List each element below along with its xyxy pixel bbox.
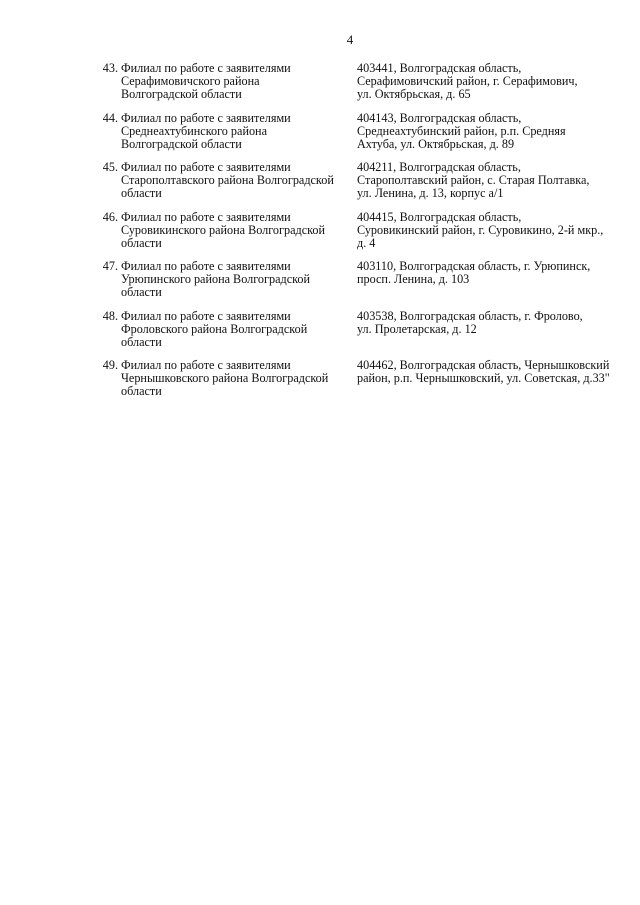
item-number: 47. [102,259,118,273]
address-line: ул. Пролетарская, д. 12 [357,321,477,336]
branch-name-line: Филиал по работе с заявителями [121,308,291,323]
item-number: 44. [102,110,118,125]
branch-name-line: Фроловского района Волгоградской [121,321,308,336]
item-number: 45. [102,160,118,174]
list-item-49 [88,359,640,409]
branch-address [357,211,640,251]
branch-name [121,112,356,152]
branch-name-line: Филиал по работе с заявителями [121,259,291,273]
address-line: 404415, Волгоградская область, [357,209,522,224]
branch-name-line: Урюпинского района Волгоградской [121,272,311,287]
address-line: 404462, Волгоградская область, Чернышковский [357,358,610,372]
branch-name-line: области [121,235,162,250]
address-line: 403538, Волгоградская область, г. Фролово, [357,308,583,323]
branch-address [357,161,640,201]
branch-name [121,161,356,201]
address-line: Старополтавский район, с. Старая Полтавка, [357,173,590,188]
address-line: Ахтуба, ул. Октябрьская, д. 89 [357,136,515,151]
branch-address [357,260,640,286]
item-number: 46. [102,209,118,224]
page-number: 4 [346,32,354,47]
list-item-47 [88,260,640,310]
branch-name-line: Среднеахтубинского района [121,123,267,138]
branch-name-line: области [121,186,162,201]
branch-address [357,112,640,152]
address-line: ул. Октябрьская, д. 65 [357,87,471,102]
address-line: Суровикинский район, г. Суровикино, 2-й мкр., [357,222,604,237]
branch-name [121,211,356,251]
item-number: 48. [102,308,118,323]
branch-name-line: Серафимовичского района [121,74,260,89]
list-item-46 [88,211,640,261]
branch-address [357,310,640,336]
branch-list [88,62,640,409]
address-line: 403110, Волгоградская область, г. Урюпинск, [357,259,591,273]
address-line: д. 4 [357,235,376,250]
branch-name-line: области [121,334,162,349]
list-item-45 [88,161,640,211]
list-item-48 [88,310,640,360]
branch-name-line: области [121,384,162,399]
address-line: район, р.п. Чернышковский, ул. Советская, д.33" [357,371,610,386]
branch-name-line: Филиал по работе с заявителями [121,61,291,75]
branch-name-line: Филиал по работе с заявителями [121,110,291,125]
address-line: ул. Ленина, д. 13, корпус а/1 [357,186,504,201]
branch-name-line: Волгоградской области [121,87,242,102]
address-line: Серафимовичский район, г. Серафимович, [357,74,578,89]
branch-name-line: Старополтавского района Волгоградской [121,173,334,188]
list-item-44 [88,112,640,162]
branch-name-line: Чернышковского района Волгоградской [121,371,329,386]
branch-name-line: области [121,285,162,300]
branch-name-line: Суровикинского района Волгоградской [121,222,326,237]
address-line: 403441, Волгоградская область, [357,61,522,75]
branch-name-line: Волгоградской области [121,136,242,151]
branch-name [121,359,356,399]
branch-name-line: Филиал по работе с заявителями [121,209,291,224]
branch-address [357,62,640,102]
branch-name-line: Филиал по работе с заявителями [121,160,291,174]
branch-name [121,310,356,350]
branch-name [121,62,356,102]
branch-name-line: Филиал по работе с заявителями [121,358,291,372]
list-item-43 [88,62,640,112]
address-line: 404211, Волгоградская область, [357,160,521,174]
address-line: просп. Ленина, д. 103 [357,272,470,287]
item-number: 49. [102,358,118,372]
item-number: 43. [102,61,118,75]
address-line: Среднеахтубинский район, р.п. Средняя [357,123,566,138]
branch-address [357,359,640,385]
address-line: 404143, Волгоградская область, [357,110,522,125]
branch-name [121,260,356,300]
